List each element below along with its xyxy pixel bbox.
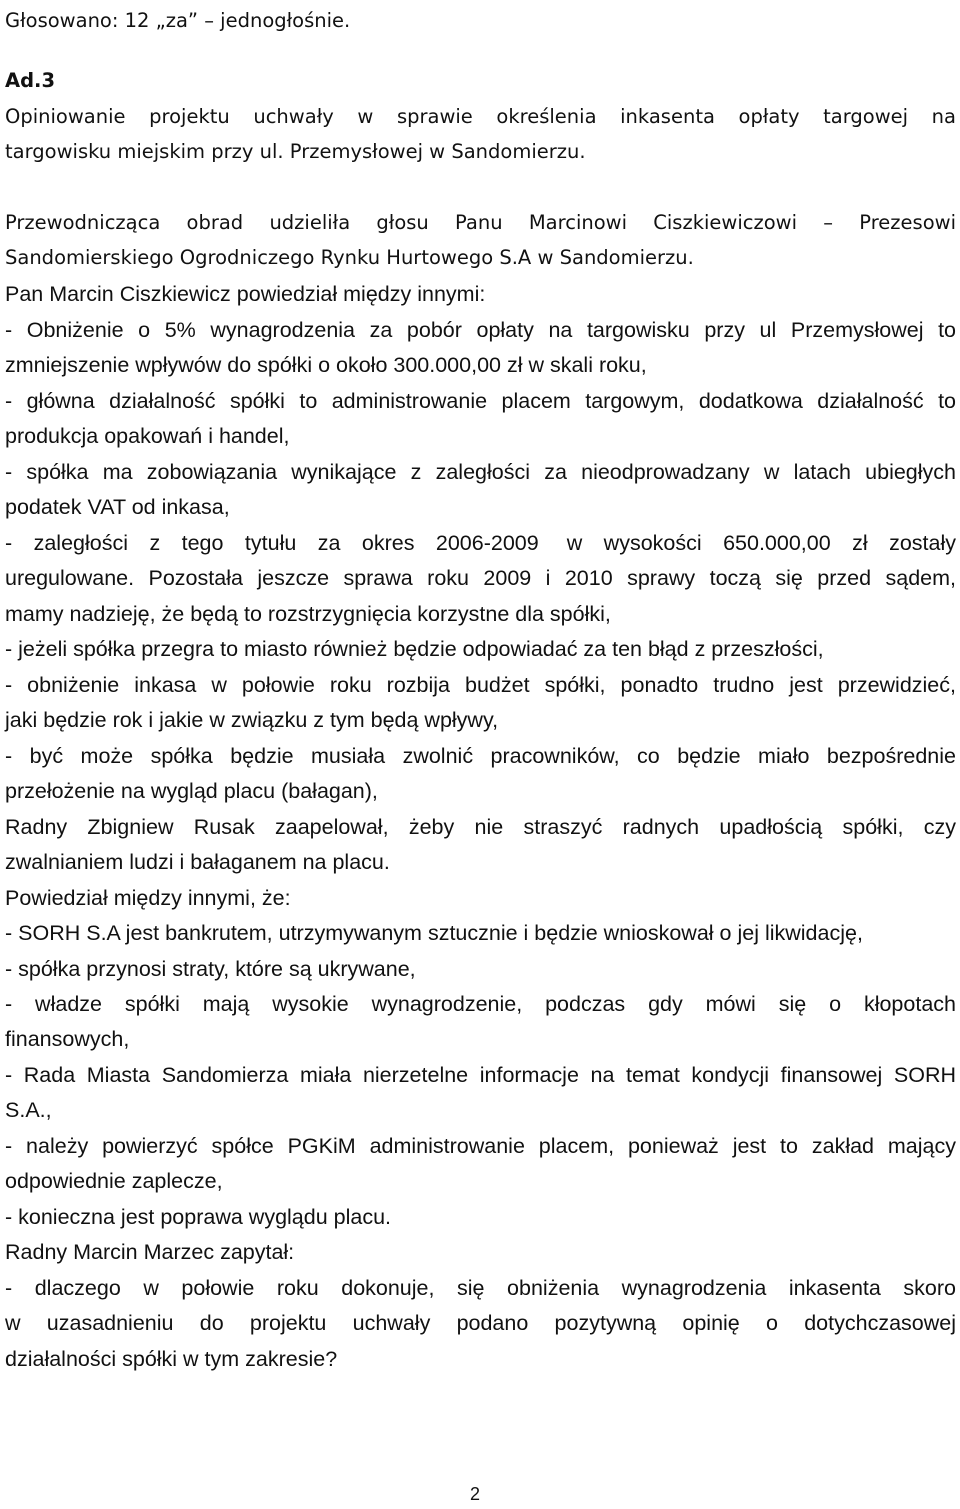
text-line: produkcja opakowań i handel,	[5, 424, 290, 448]
text-line: - Rada Miasta Sandomierza miała nierzetelne informacje na temat kondycji finansowej SORH	[5, 1063, 956, 1087]
text-segment: - zaległości z tego tytułu za okres 2006-2009	[5, 531, 539, 555]
text-line: uregulowane. Pozostała jeszcze sprawa roku 2009 i 2010 sprawy toczą się przed sądem,	[5, 566, 956, 590]
text-line: - SORH S.A jest bankrutem, utrzymywanym sztucznie i będzie wnioskował o jej likwidację,	[5, 921, 863, 945]
text-line: w uzasadnieniu do projektu uchwały podano pozytywną opinię o dotychczasowej	[5, 1311, 956, 1335]
text-line: mamy nadzieję, że będą to rozstrzygnięcia korzystne dla spółki,	[5, 602, 611, 626]
text-line: jaki będzie rok i jakie w związku z tym będą wpływy,	[5, 708, 499, 732]
text-line: - władze spółki mają wysokie wynagrodzenie, podczas gdy mówi się o kłopotach	[5, 992, 956, 1016]
intro-line: Przewodnicząca obrad udzieliła głosu Panu Marcinowi Ciszkiewiczowi – Prezesowi	[5, 211, 956, 234]
item-title-line: targowisku miejskim przy ul. Przemysłowej w Sandomierzu.	[5, 140, 586, 163]
text-line: - spółka przynosi straty, które są ukrywane,	[5, 957, 416, 981]
text-line	[5, 525, 956, 561]
text-line: odpowiednie zaplecze,	[5, 1169, 223, 1193]
text-line: podatek VAT od inkasa,	[5, 495, 230, 519]
text-line: zwalnianiem ludzi i bałaganem na placu.	[5, 850, 390, 874]
text-line: działalności spółki w tym zakresie?	[5, 1347, 338, 1371]
text-line: - jeżeli spółka przegra to miasto również będzie odpowiadać za ten błąd z przeszłości,	[5, 637, 824, 661]
text-line: S.A.,	[5, 1098, 52, 1122]
text-line: Radny Zbigniew Rusak zaapelował, żeby nie straszyć radnych upadłością spółki, czy	[5, 815, 956, 839]
text-line: - Obniżenie o 5% wynagrodzenia za pobór opłaty na targowisku przy ul Przemysłowej to	[5, 318, 956, 342]
speaker-intro: Radny Marcin Marzec zapytał:	[5, 1240, 295, 1264]
text-line: - spółka ma zobowiązania wynikające z zaległości za nieodprowadzany w latach ubiegłych	[5, 460, 956, 484]
item-heading: Ad.3	[5, 69, 56, 92]
text-line: zmniejszenie wpływów do spółki o około 300.000,00 zł w skali roku,	[5, 353, 647, 377]
text-line: przełożenie na wygląd placu (bałagan),	[5, 779, 378, 803]
text-segment: w wysokości 650.000,00 zł zostały	[566, 531, 956, 555]
text-line: - być może spółka będzie musiała zwolnić pracowników, co będzie miało bezpośrednie	[5, 744, 956, 768]
text-line: finansowych,	[5, 1027, 130, 1051]
text-line: - dlaczego w połowie roku dokonuje, się obniżenia wynagrodzenia inkasenta skoro	[5, 1276, 956, 1300]
vote-result: Głosowano: 12 „za” – jednogłośnie.	[5, 9, 351, 32]
text-line: - główna działalność spółki to administrowanie placem targowym, dodatkowa działalność to	[5, 389, 956, 413]
intro-line: Sandomierskiego Ogrodniczego Rynku Hurtowego S.A w Sandomierzu.	[5, 246, 694, 269]
text-line: - konieczna jest poprawa wyglądu placu.	[5, 1205, 392, 1229]
speaker-intro: Powiedział między innymi, że:	[5, 886, 291, 910]
speaker-intro: Pan Marcin Ciszkiewicz powiedział między innymi:	[5, 282, 486, 306]
item-title-line: Opiniowanie projektu uchwały w sprawie określenia inkasenta opłaty targowej na	[5, 105, 956, 128]
page-number: 2	[470, 1484, 481, 1504]
text-line: - obniżenie inkasa w połowie roku rozbija budżet spółki, ponadto trudno jest przewidzieć,	[5, 673, 956, 697]
text-line: - należy powierzyć spółce PGKiM administrowanie placem, ponieważ jest to zakład mający	[5, 1134, 956, 1158]
